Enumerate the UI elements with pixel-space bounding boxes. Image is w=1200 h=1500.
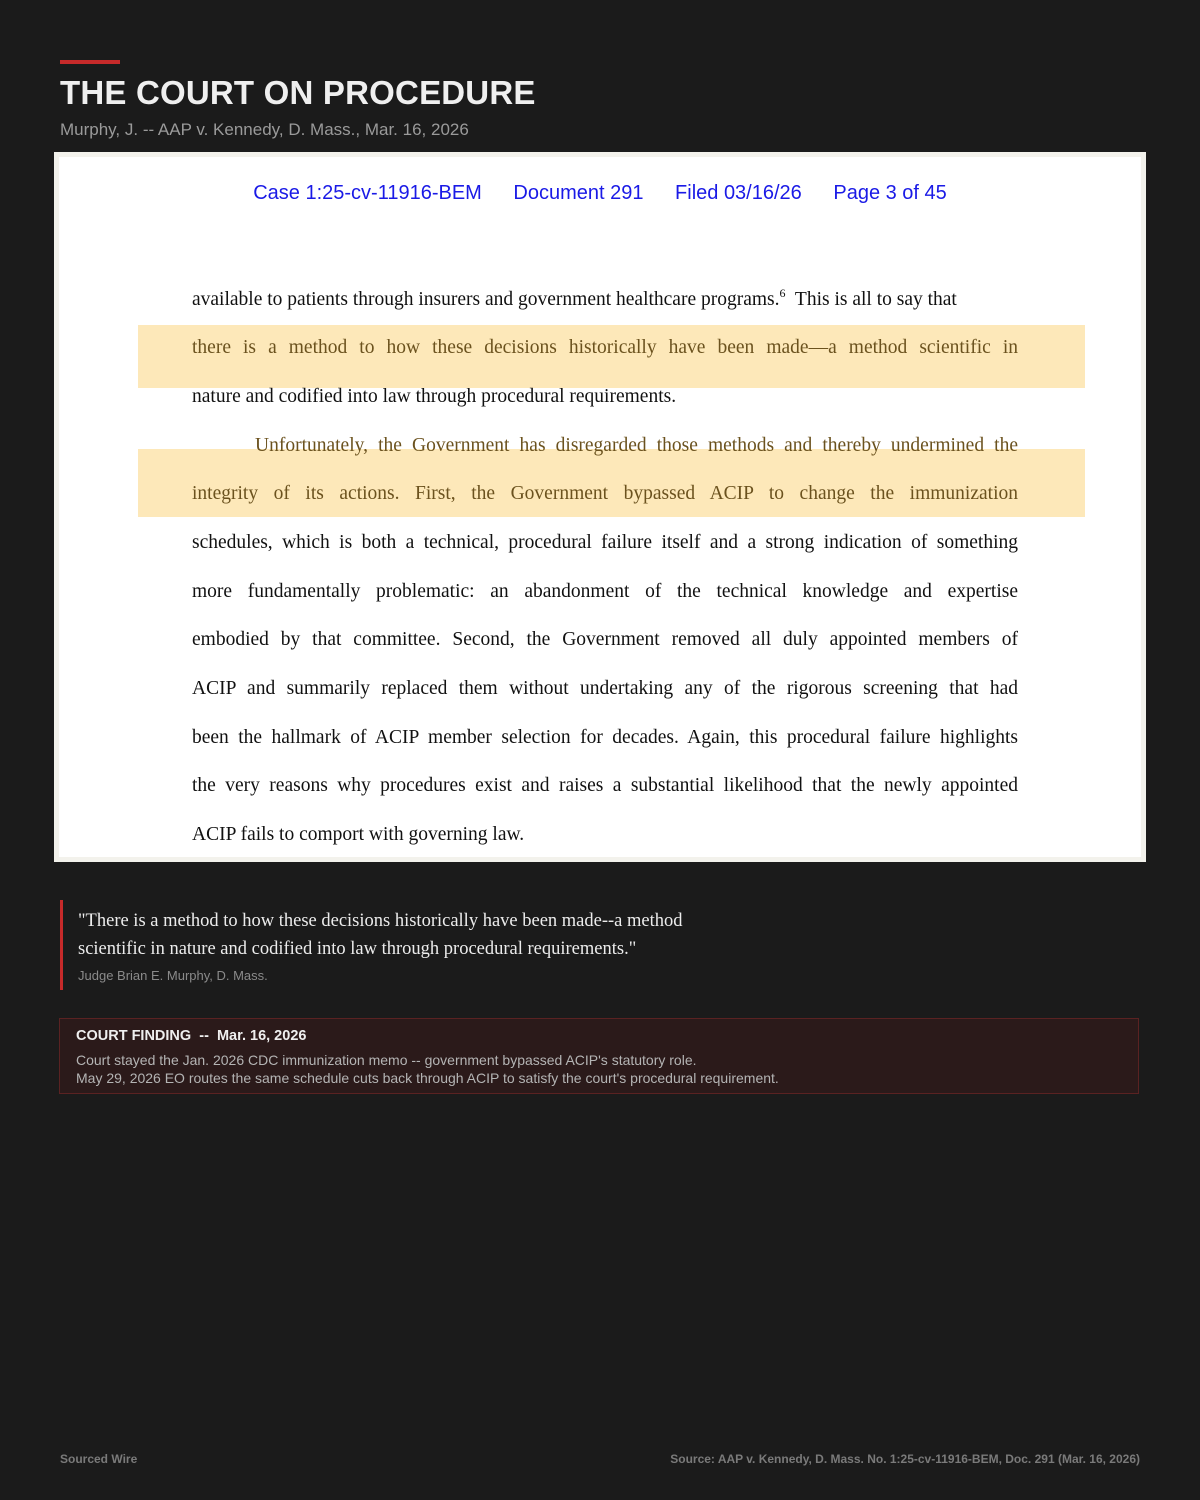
- docket-filed: Filed 03/16/26: [675, 182, 802, 204]
- page-title: THE COURT ON PROCEDURE: [60, 74, 536, 111]
- finding-heading: COURT FINDING -- Mar. 16, 2026: [76, 1028, 307, 1044]
- document-line: more fundamentally problematic: an abandonment of the technical knowledge and expertise: [192, 581, 1018, 602]
- docket-document: Document 291: [513, 182, 644, 204]
- document-line: [192, 286, 1018, 311]
- court-finding-box: [59, 1018, 1139, 1094]
- footnote-marker: 6: [779, 286, 786, 300]
- docket-page: Page 3 of 45: [833, 182, 947, 204]
- document-line: ACIP and summarily replaced them without undertaking any of the rigorous screening that had: [192, 678, 1018, 699]
- document-page: [59, 157, 1141, 857]
- footer-source: Source: AAP v. Kennedy, D. Mass. No. 1:25-cv-11916-BEM, Doc. 291 (Mar. 16, 2026): [670, 1452, 1140, 1466]
- footer-brand: Sourced Wire: [60, 1452, 138, 1466]
- quote-attribution: Judge Brian E. Murphy, D. Mass.: [78, 968, 268, 983]
- pull-quote: [60, 900, 763, 990]
- docket-case: Case 1:25-cv-11916-BEM: [253, 182, 482, 204]
- document-line: Unfortunately, the Government has disregarded those methods and thereby undermined the: [255, 435, 1018, 456]
- document-line: integrity of its actions. First, the Government bypassed ACIP to change the immunization: [192, 483, 1018, 504]
- quote-text: "There is a method to how these decisions historically have been made--a method scientific in nature and codified into law through procedural requirements.": [78, 911, 683, 959]
- document-line: ACIP fails to comport with governing law.: [192, 824, 525, 845]
- document-line: the very reasons why procedures exist and raises a substantial likelihood that the newly appointed: [192, 775, 1018, 796]
- finding-line: Court stayed the Jan. 2026 CDC immunization memo -- government bypassed ACIP's statutory role.: [76, 1052, 697, 1068]
- document-line: nature and codified into law through procedural requirements.: [192, 386, 677, 407]
- document-line: been the hallmark of ACIP member selection for decades. Again, this procedural failure highlights: [192, 727, 1018, 748]
- line-text: available to patients through insurers and government healthcare programs.: [192, 289, 780, 310]
- document-line: embodied by that committee. Second, the Government removed all duly appointed members of: [192, 629, 1018, 650]
- document-excerpt: [54, 152, 1146, 862]
- document-line: schedules, which is both a technical, procedural failure itself and a strong indication of something: [192, 532, 1018, 553]
- docket-header: [59, 182, 1141, 205]
- accent-rule: [60, 60, 120, 64]
- line-text: This is all to say that: [785, 289, 957, 310]
- document-line: there is a method to how these decisions historically have been made—a method scientific in: [192, 337, 1018, 358]
- finding-line: May 29, 2026 EO routes the same schedule cuts back through ACIP to satisfy the court's procedural requirement.: [76, 1070, 779, 1086]
- page-subtitle: Murphy, J. -- AAP v. Kennedy, D. Mass., Mar. 16, 2026: [60, 120, 469, 139]
